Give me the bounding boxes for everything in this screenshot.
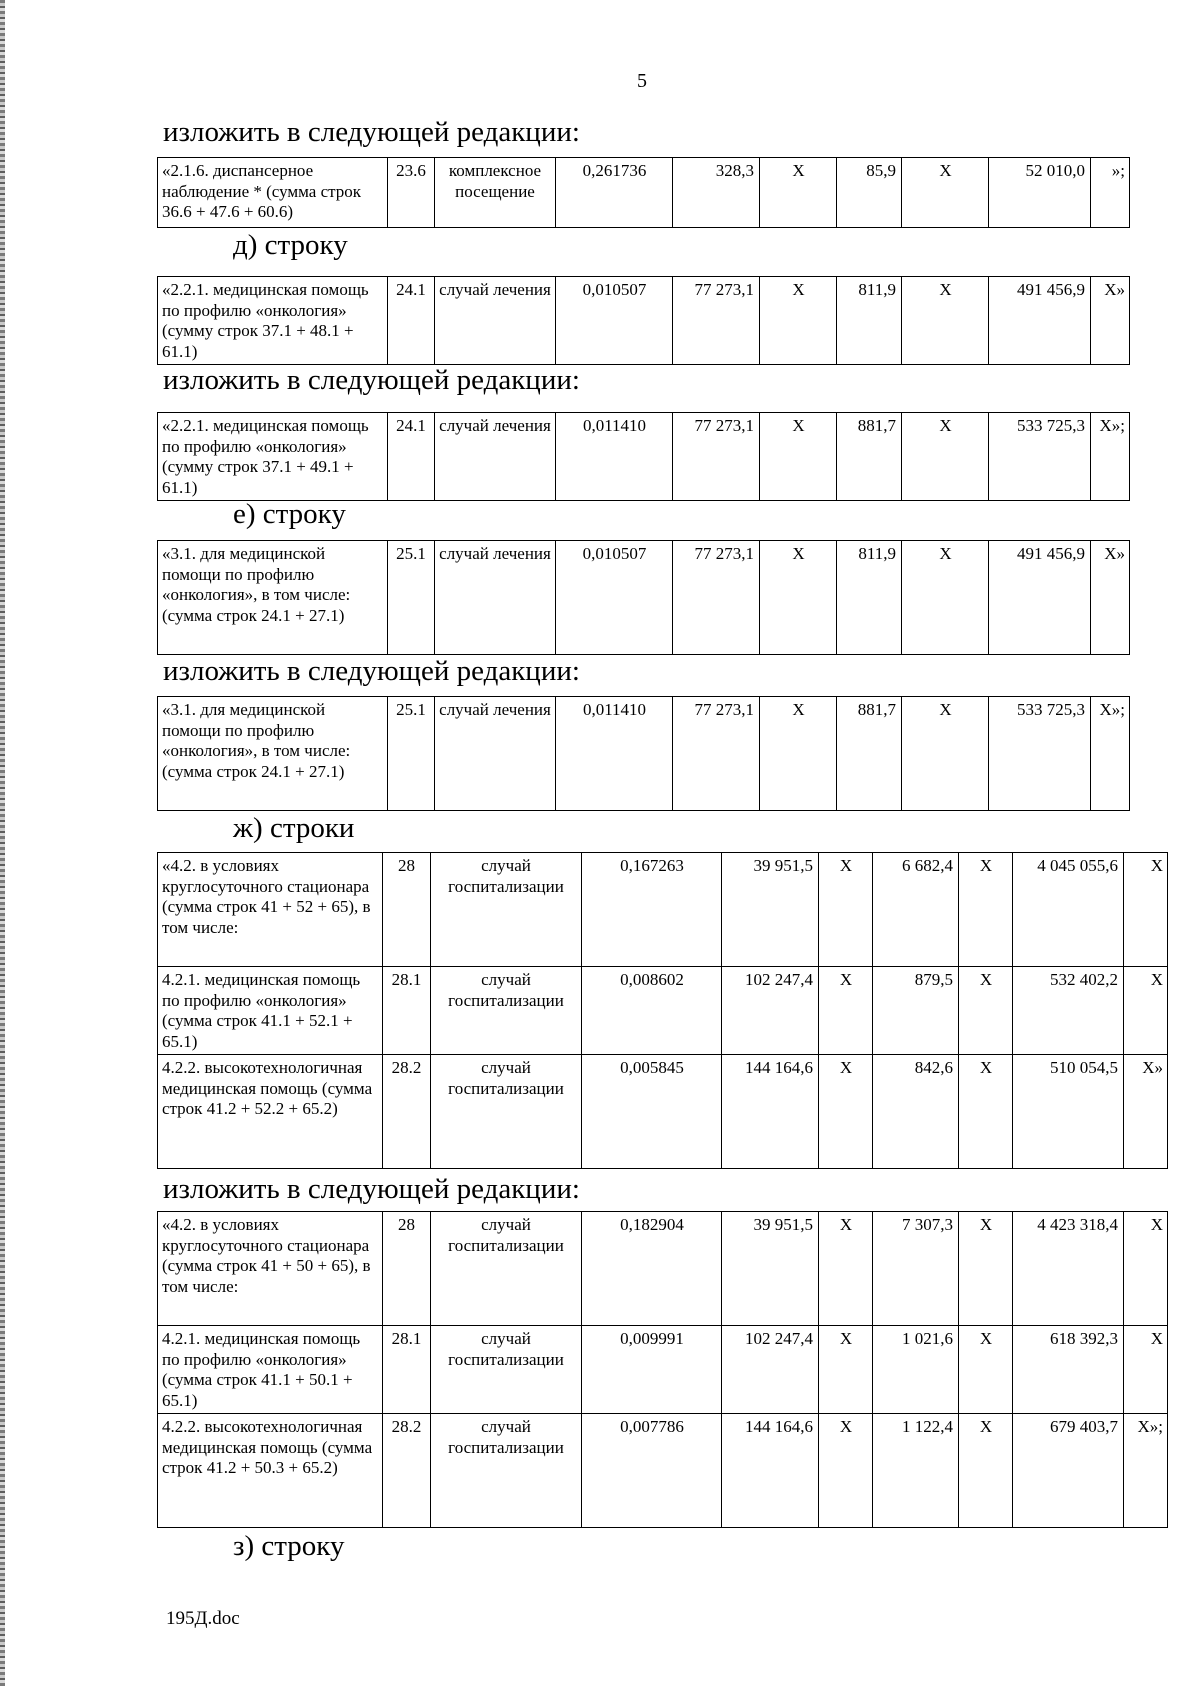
table-row (158, 413, 1130, 501)
table-cell: 39 951,5 (722, 853, 819, 967)
table-cell: 4 423 318,4 (1013, 1212, 1124, 1326)
section-heading: изложить в следующей редакции: (163, 364, 580, 396)
table-cell: 39 951,5 (722, 1212, 819, 1326)
table-cell: 28 (383, 1212, 431, 1326)
table-cell: 0,167263 (582, 853, 722, 967)
table-cell: 881,7 (837, 413, 902, 501)
table-cell: 6 682,4 (873, 853, 959, 967)
table-cell: «4.2. в условиях круглосуточного стационара (сумма строк 41 + 52 + 65), в том числе: (158, 853, 383, 967)
table-cell: 881,7 (837, 697, 902, 811)
table-cell: случай госпитализации (431, 1055, 582, 1169)
table-cell: 77 273,1 (673, 697, 760, 811)
table-cell: X (1124, 1326, 1168, 1414)
table-cell: «2.1.6. диспансерное наблюдение * (сумма строк 36.6 + 47.6 + 60.6) (158, 158, 388, 228)
section-heading: изложить в следующей редакции: (163, 1173, 580, 1205)
table-cell: X (959, 853, 1013, 967)
table-cell: X»; (1091, 697, 1130, 811)
table-cell: X (819, 1212, 873, 1326)
table-cell: 28.2 (383, 1055, 431, 1169)
table-cell: 0,007786 (582, 1414, 722, 1528)
table-cell: 1 021,6 (873, 1326, 959, 1414)
section-heading: изложить в следующей редакции: (163, 655, 580, 687)
table-cell: 811,9 (837, 277, 902, 365)
footer-filename: 195Д.doc (166, 1608, 240, 1629)
section-heading: е) строку (233, 498, 346, 530)
table-cell: 28 (383, 853, 431, 967)
table-cell: 77 273,1 (673, 541, 760, 655)
table-cell: 4.2.2. высокотехнологичная медицинская помощь (сумма строк 41.2 + 50.3 + 65.2) (158, 1414, 383, 1528)
table-cell: X (902, 413, 989, 501)
table-cell: 25.1 (388, 697, 435, 811)
table-row (158, 1414, 1168, 1528)
amendment-table (157, 696, 1130, 811)
amendment-table (157, 540, 1130, 655)
table-cell: «3.1. для медицинской помощи по профилю «онкология», в том числе: (сумма строк 24.1 + 27.1) (158, 697, 388, 811)
table-cell: 491 456,9 (989, 277, 1091, 365)
table-cell: «4.2. в условиях круглосуточного стационара (сумма строк 41 + 50 + 65), в том числе: (158, 1212, 383, 1326)
table-cell: 0,008602 (582, 967, 722, 1055)
amendment-table (157, 276, 1130, 365)
table-cell: 4.2.2. высокотехнологичная медицинская помощь (сумма строк 41.2 + 52.2 + 65.2) (158, 1055, 383, 1169)
section-heading: д) строку (233, 229, 348, 261)
amendment-table (157, 157, 1130, 228)
table-cell: X (959, 967, 1013, 1055)
table-cell: X (760, 697, 837, 811)
table-cell: случай госпитализации (431, 967, 582, 1055)
table-cell: 328,3 (673, 158, 760, 228)
table-cell: X (819, 967, 873, 1055)
table-cell: 144 164,6 (722, 1414, 819, 1528)
table-cell: «2.2.1. медицинская помощь по профилю «онкология» (сумму строк 37.1 + 48.1 + 61.1) (158, 277, 388, 365)
table-cell: 77 273,1 (673, 413, 760, 501)
table-cell: X (902, 158, 989, 228)
table-cell: 510 054,5 (1013, 1055, 1124, 1169)
table-cell: 0,261736 (556, 158, 673, 228)
table-cell: 679 403,7 (1013, 1414, 1124, 1528)
table-cell: 144 164,6 (722, 1055, 819, 1169)
table-cell: 4.2.1. медицинская помощь по профилю «онкология» (сумма строк 41.1 + 50.1 + 65.1) (158, 1326, 383, 1414)
table-cell: X (902, 697, 989, 811)
table-cell: 0,009991 (582, 1326, 722, 1414)
table-cell: 618 392,3 (1013, 1326, 1124, 1414)
table-row (158, 158, 1130, 228)
table-cell: X (1124, 1212, 1168, 1326)
table-cell: 879,5 (873, 967, 959, 1055)
section-heading: ж) строки (233, 812, 355, 844)
table-cell: 52 010,0 (989, 158, 1091, 228)
table-cell: X»; (1091, 413, 1130, 501)
table-cell: 28.1 (383, 1326, 431, 1414)
table-cell: «2.2.1. медицинская помощь по профилю «онкология» (сумму строк 37.1 + 49.1 + 61.1) (158, 413, 388, 501)
table-cell: 491 456,9 (989, 541, 1091, 655)
table-cell: X (959, 1326, 1013, 1414)
table-cell: 0,011410 (556, 413, 673, 501)
table-cell: X» (1091, 277, 1130, 365)
table-cell: 1 122,4 (873, 1414, 959, 1528)
table-cell: 25.1 (388, 541, 435, 655)
table-cell: 85,9 (837, 158, 902, 228)
table-row (158, 277, 1130, 365)
table-cell: 77 273,1 (673, 277, 760, 365)
table-row (158, 1212, 1168, 1326)
table-cell: X» (1091, 541, 1130, 655)
table-cell: 811,9 (837, 541, 902, 655)
table-row (158, 1055, 1168, 1169)
table-cell: 0,010507 (556, 277, 673, 365)
table-cell: 24.1 (388, 277, 435, 365)
table-cell: 28.2 (383, 1414, 431, 1528)
table-cell: X (1124, 967, 1168, 1055)
table-cell: случай госпитализации (431, 853, 582, 967)
table-cell: X (760, 413, 837, 501)
table-cell: X»; (1124, 1414, 1168, 1528)
table-cell: 533 725,3 (989, 697, 1091, 811)
table-cell: X (819, 853, 873, 967)
table-cell: комплексное посещение (435, 158, 556, 228)
table-cell: случай лечения (435, 697, 556, 811)
table-cell: 0,005845 (582, 1055, 722, 1169)
scan-edge (0, 0, 5, 1686)
table-cell: X (902, 277, 989, 365)
table-cell: 28.1 (383, 967, 431, 1055)
section-heading: изложить в следующей редакции: (163, 116, 580, 148)
table-cell: случай лечения (435, 277, 556, 365)
table-cell: 842,6 (873, 1055, 959, 1169)
table-cell: X (902, 541, 989, 655)
table-cell: 0,182904 (582, 1212, 722, 1326)
table-cell: 4 045 055,6 (1013, 853, 1124, 967)
table-cell: случай госпитализации (431, 1326, 582, 1414)
table-cell: 0,011410 (556, 697, 673, 811)
table-cell: 532 402,2 (1013, 967, 1124, 1055)
table-cell: 7 307,3 (873, 1212, 959, 1326)
table-cell: случай госпитализации (431, 1212, 582, 1326)
table-cell: 102 247,4 (722, 967, 819, 1055)
table-row (158, 697, 1130, 811)
table-cell: X (819, 1055, 873, 1169)
amendment-table (157, 1211, 1168, 1528)
table-cell: X (959, 1414, 1013, 1528)
table-cell: 102 247,4 (722, 1326, 819, 1414)
table-cell: 23.6 (388, 158, 435, 228)
table-cell: X (760, 158, 837, 228)
table-cell: 24.1 (388, 413, 435, 501)
table-cell: «3.1. для медицинской помощи по профилю «онкология», в том числе: (сумма строк 24.1 + 27.1) (158, 541, 388, 655)
table-cell: X (1124, 853, 1168, 967)
table-row (158, 967, 1168, 1055)
table-cell: X» (1124, 1055, 1168, 1169)
amendment-table (157, 852, 1168, 1169)
table-cell: 4.2.1. медицинская помощь по профилю «онкология» (сумма строк 41.1 + 52.1 + 65.1) (158, 967, 383, 1055)
page-number: 5 (637, 70, 647, 92)
table-cell: случай лечения (435, 541, 556, 655)
table-cell: X (760, 277, 837, 365)
table-cell: X (819, 1326, 873, 1414)
amendment-table (157, 412, 1130, 501)
table-cell: X (959, 1212, 1013, 1326)
table-cell: »; (1091, 158, 1130, 228)
section-heading: з) строку (233, 1530, 345, 1562)
table-row (158, 541, 1130, 655)
table-cell: случай лечения (435, 413, 556, 501)
table-row (158, 1326, 1168, 1414)
table-cell: 0,010507 (556, 541, 673, 655)
table-cell: случай госпитализации (431, 1414, 582, 1528)
table-row (158, 853, 1168, 967)
table-cell: 533 725,3 (989, 413, 1091, 501)
table-cell: X (819, 1414, 873, 1528)
table-cell: X (959, 1055, 1013, 1169)
table-cell: X (760, 541, 837, 655)
